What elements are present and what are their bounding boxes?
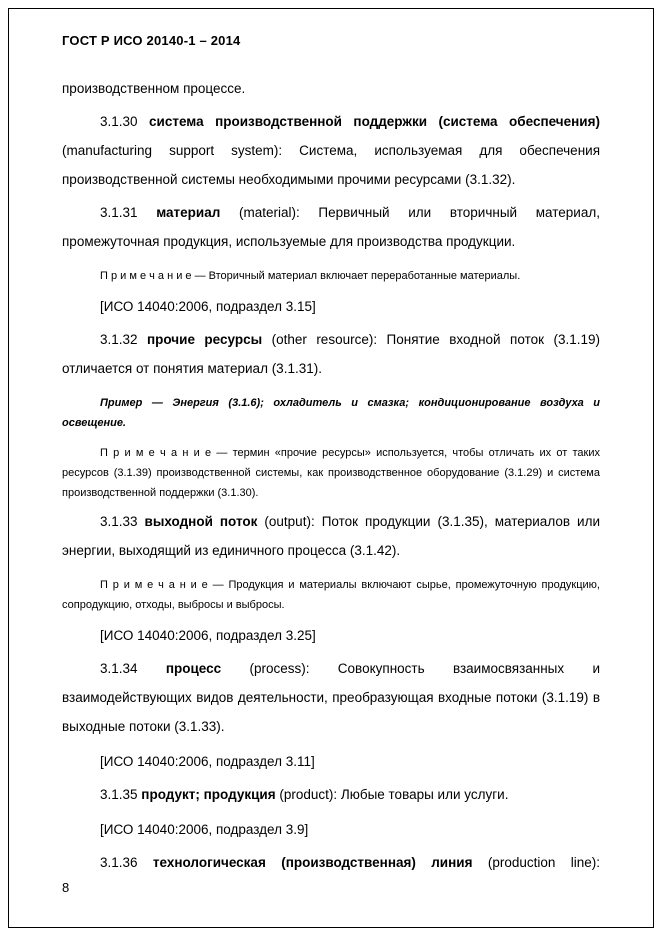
text-segment: [ИСО 14040:2006, подраздел 3.11] <box>100 754 315 769</box>
text-segment: (process): Совокупность взаимосвязанных и взаимодействующих видов деятельности, преобразующая входные потоки (3.1.19) в выходные потоки (3.1.33). <box>62 661 600 734</box>
paragraph-body <box>62 848 600 877</box>
paragraph-body <box>62 507 600 565</box>
text-segment: 3.1.35 <box>100 787 142 802</box>
paragraph-body <box>62 107 600 194</box>
text-segment: [ИСО 14040:2006, подраздел 3.9] <box>100 822 309 837</box>
text-segment: выходной поток <box>144 514 258 529</box>
paragraph-body <box>62 654 600 741</box>
text-segment: 3.1.31 <box>100 205 157 220</box>
text-segment: материал <box>156 205 221 220</box>
document-content <box>62 70 600 877</box>
paragraph-note <box>62 266 600 286</box>
text-segment: прочие ресурсы <box>147 332 263 347</box>
text-segment: (output): Поток продукции (3.1.35), материалов или энергии, выходящий из единичного процесса (3.1.42). <box>62 514 600 558</box>
text-segment: [ИСО 14040:2006, подраздел 3.15] <box>100 299 316 314</box>
text-segment: П р и м е ч а н и е — термин «прочие ресурсы» используется, чтобы отличать их от таких ресурсов (3.1.39) производственной системы, как производственное оборудование (3.1.29) и система производственной поддержки (3.1.30). <box>62 447 600 499</box>
paragraph-body <box>62 780 600 809</box>
text-segment: (production line): <box>472 855 600 870</box>
document-header-title: ГОСТ Р ИСО 20140-1 – 2014 <box>62 33 241 48</box>
paragraph-example <box>62 393 600 433</box>
paragraph-note <box>62 443 600 503</box>
text-segment: (product): Любые товары или услуги. <box>275 787 509 802</box>
paragraph-ref <box>62 747 600 776</box>
text-segment: продукт; продукция <box>141 787 276 802</box>
text-segment: [ИСО 14040:2006, подраздел 3.25] <box>100 628 316 643</box>
text-segment: система производственной поддержки (система обеспечения) <box>149 114 600 129</box>
page-number: 8 <box>62 880 70 895</box>
paragraph-ref <box>62 621 600 650</box>
text-segment: (manufacturing support system): Система, используемая для обеспечения производственной системы необходимыми прочими ресурсами (3.1.32). <box>62 143 600 187</box>
text-segment: процесс <box>165 661 222 676</box>
text-segment: Пример — Энергия (3.1.6); охладитель и смазка; кондиционирование воздуха и освещение. <box>62 397 600 429</box>
text-segment: технологическая (производственная) линия <box>152 855 473 870</box>
text-segment: 3.1.32 <box>100 332 147 347</box>
paragraph-note <box>62 575 600 615</box>
text-segment: (other resource): Понятие входной поток (3.1.19) отличается от понятия материал (3.1.31). <box>62 332 600 376</box>
text-segment: (material): Первичный или вторичный материал, промежуточная продукция, используемые для производства продукции. <box>62 205 600 249</box>
text-segment: 3.1.36 <box>100 855 153 870</box>
text-segment: 3.1.30 <box>100 114 150 129</box>
text-segment: 3.1.34 <box>100 661 166 676</box>
paragraph-body <box>62 198 600 256</box>
text-segment: производственном процессе. <box>62 81 246 96</box>
paragraph-body <box>62 74 600 103</box>
text-segment: 3.1.33 <box>100 514 145 529</box>
text-segment: П р и м е ч а н и е — Продукция и материалы включают сырье, промежуточную продукцию, сопродукцию, отходы, выбросы и выбросы. <box>62 579 600 611</box>
text-segment: П р и м е ч а н и е — Вторичный материал включает переработанные материалы. <box>100 270 521 282</box>
paragraph-ref <box>62 292 600 321</box>
paragraph-body <box>62 325 600 383</box>
paragraph-ref <box>62 815 600 844</box>
